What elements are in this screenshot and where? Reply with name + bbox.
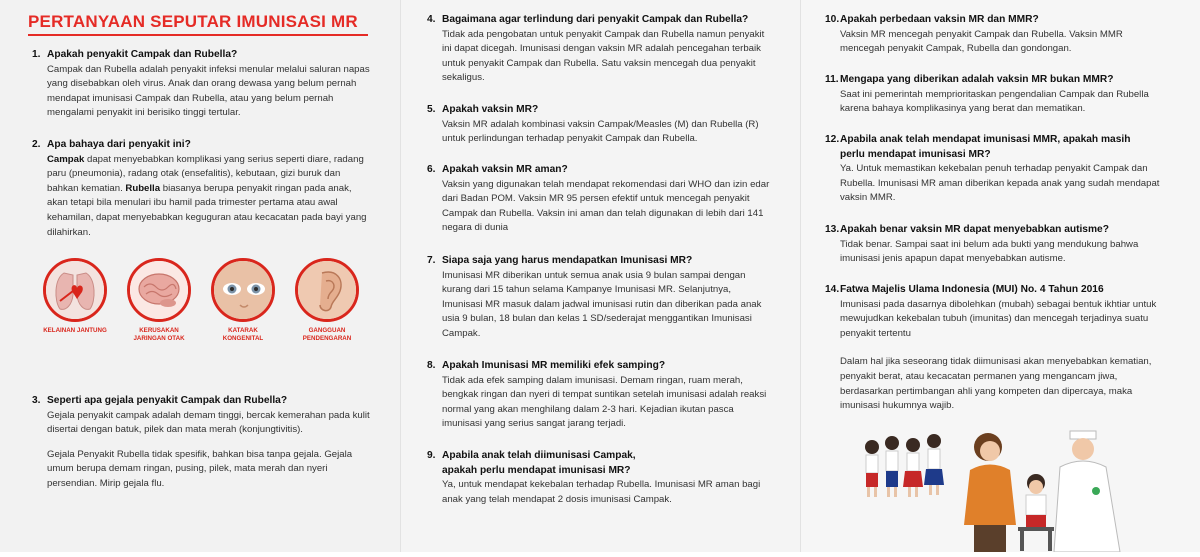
- question-6: [427, 163, 772, 236]
- complication-label: [124, 327, 194, 343]
- question-text: Siapa saja yang harus mendapatkan Imunisasi MR?: [442, 255, 693, 266]
- question-text: Seperti apa gejala penyakit Campak dan Rubella?: [47, 395, 288, 406]
- answer-text: Tidak ada pengobatan untuk penyakit Campak dan Rubella namun penyakit ini dapat dicegah. Imunisasi dengan vaksin MR adalah pencegahan terbaik untuk penyakit Campak dan Rubella. Satu vaksin mencegah dua penyakit sekaligus.: [442, 28, 765, 84]
- question-12: [825, 133, 1170, 206]
- question-text: Apakah perbedaan vaksin MR dan MMR?: [840, 14, 1039, 25]
- page-title: PERTANYAAN SEPUTAR IMUNISASI MR: [28, 12, 358, 31]
- question-text: Fatwa Majelis Ulama Indonesia (MUI) No. 4 Tahun 2016: [840, 284, 1104, 295]
- question-14: [825, 283, 1170, 414]
- question-text: Apakah penyakit Campak dan Rubella?: [47, 49, 238, 60]
- nurse-icon: [964, 433, 1016, 552]
- question-1: [32, 48, 372, 121]
- label-line-1: KERUSAKAN: [139, 327, 179, 334]
- answer-text-2: Gejala Penyakit Rubella tidak spesifik, bahkan bisa tanpa gejala. Gejala umum berupa demam ringan, pusing, pilek, mata merah dan nyeri persendian. Mirip gejala flu.: [47, 448, 353, 489]
- label-line-2: KONGENITAL: [222, 335, 264, 342]
- question-10: [825, 13, 1170, 57]
- label-line-1: GANGGUAN: [308, 327, 346, 334]
- question-text: Apa bahaya dari penyakit ini?: [47, 139, 191, 150]
- doctor-icon: [1054, 431, 1120, 552]
- label-line-2: PENDENGARAN: [302, 335, 352, 342]
- answer-text: Imunisasi pada dasarnya dibolehkan (mubah) sebagai bentuk ikhtiar untuk mewujudkan kekebalan tubuh (imunitas) dan mencegah terjadinya suatu penyakit tertentu: [840, 298, 1157, 339]
- answer-text-2: Dalam hal jika seseorang tidak diimunisasi akan menyebabkan kematian, penyakit berat, atau kecacatan permanen yang mengancam jiwa, berdasarkan pertimbangan ahli yang kompeten dan dipercaya, maka imunisasi hukumnya wajib.: [840, 356, 1152, 412]
- complication-icons: [40, 258, 370, 358]
- question-3: [32, 394, 372, 492]
- column-2: [400, 0, 801, 552]
- child-patient-icon: [1018, 474, 1054, 551]
- brain-icon: [127, 258, 191, 322]
- question-number: 3.: [32, 395, 41, 406]
- ear-icon: [295, 258, 359, 322]
- lungs-heart-icon: [43, 258, 107, 322]
- question-5: [427, 103, 772, 147]
- question-2: [32, 138, 372, 240]
- rubella-text: biasanya berupa penyakit ringan pada anak, akan tetapi bila menulari ibu hamil pada trimester pertama atau awal kehamilan, dapat menyebabkan keguguran atau kecacatan pada bayi yang dilahirkan.: [47, 182, 367, 238]
- question-number: 2.: [32, 139, 41, 150]
- question-4: [427, 13, 772, 86]
- question-text: Mengapa yang diberikan adalah vaksin MR bukan MMR?: [840, 74, 1114, 85]
- question-13: [825, 223, 1170, 267]
- answer-text: Campak dan Rubella adalah penyakit infeksi menular melalui saluran napas yang disebabkan oleh virus. Anak dan orang dewasa yang belum pernah mendapat imunisasi Campak dan Rubella, atau yang belum pernah mengalami penyakit ini berisiko tinggi tertular.: [47, 63, 370, 119]
- column-1: [0, 0, 400, 552]
- question-text: Apakah Imunisasi MR memiliki efek samping?: [442, 360, 666, 371]
- complication-ear: [292, 258, 362, 343]
- answer-text: Vaksin MR adalah kombinasi vaksin Campak/Measles (M) dan Rubella (R) untuk perlindungan terhadap penyakit Campak dan Rubella.: [442, 118, 759, 145]
- complication-brain: [124, 258, 194, 343]
- question-text: Apabila anak telah diimunisasi Campak, apakah perlu mendapat imunisasi MR?: [442, 450, 636, 476]
- question-number: 7.: [427, 255, 436, 266]
- question-text: Apakah vaksin MR?: [442, 104, 539, 115]
- rubella-label: Rubella: [125, 182, 161, 194]
- answer-text: Tidak benar. Sampai saat ini belum ada bukti yang mendukung bahwa imunisasi jenis apapun dapat menyebabkan autisme.: [840, 238, 1139, 265]
- answer-text: Gejala penyakit campak adalah demam tinggi, bercak kemerahan pada kulit disertai dengan batuk, pilek dan mata merah (konjungtivitis).: [47, 409, 370, 436]
- question-number: 9.: [427, 450, 436, 461]
- complication-label: [40, 327, 110, 335]
- children-icon: [865, 434, 944, 497]
- question-number: 12.: [825, 134, 840, 145]
- label-line-1: KELAINAN JANTUNG: [43, 327, 107, 334]
- complication-label: [208, 327, 278, 343]
- label-line-1: KATARAK: [228, 327, 258, 334]
- complication-eye: [208, 258, 278, 343]
- question-text: Apakah vaksin MR aman?: [442, 164, 568, 175]
- answer-text: [47, 153, 372, 241]
- question-number: 11.: [825, 74, 839, 85]
- question-number: 10.: [825, 14, 840, 25]
- question-text: Apabila anak telah mendapat imunisasi MMR, apakah masih perlu mendapat imunisasi MR?: [840, 134, 1131, 160]
- answer-text: Ya. Untuk memastikan kekebalan penuh terhadap penyakit Campak dan Rubella. Imunisasi MR aman diberikan kepada anak yang sudah mendapat vaksin MMR.: [840, 163, 1160, 204]
- campak-label: Campak: [47, 153, 85, 165]
- question-number: 13.: [825, 224, 840, 235]
- question-text: Apakah benar vaksin MR dapat menyebabkan autisme?: [840, 224, 1109, 235]
- question-7: [427, 254, 772, 342]
- eye-icon: [211, 258, 275, 322]
- label-line-2: JARINGAN OTAK: [133, 335, 185, 342]
- title-underline: [28, 34, 368, 36]
- question-number: 8.: [427, 360, 436, 371]
- complication-label: [292, 327, 362, 343]
- answer-text: Ya, untuk mendapat kekebalan terhadap Rubella. Imunisasi MR aman bagi anak yang telah mendapat 2 dosis imunisasi Campak.: [442, 479, 761, 505]
- vaccination-illustration: [858, 425, 1158, 552]
- question-text: Bagaimana agar terlindung dari penyakit Campak dan Rubella?: [442, 14, 749, 25]
- answer-text: Tidak ada efek samping dalam imunisasi. Demam ringan, ruam merah, bengkak ringan dan nyeri di tempat suntikan setelah imunisasi adalah reaksi normal yang akan menghilang dalam 2-3 hari. Kejadian ikutan pasca imunisasi yang serius sangat jarang terjadi.: [442, 374, 767, 430]
- question-9: [427, 449, 772, 507]
- answer-text: Saat ini pemerintah memprioritaskan pengendalian Campak dan Rubella karena bahaya komplikasinya yang berat dan mematikan.: [840, 88, 1149, 115]
- question-11: [825, 73, 1170, 117]
- question-number: 6.: [427, 164, 436, 175]
- question-number: 14.: [825, 284, 840, 295]
- question-number: 4.: [427, 14, 436, 25]
- question-number: 1.: [32, 49, 41, 60]
- question-8: [427, 359, 772, 432]
- campak-text: dapat menyebabkan komplikasi yang serius seperti diare, radang paru (pneumonia), radang otak (ensefalitis), kebutaan, gizi buruk dan bahkan kematian.: [47, 153, 364, 194]
- answer-text: Imunisasi MR diberikan untuk semua anak usia 9 bulan sampai dengan kurang dari 15 tahun selama Kampanye Imunisasi MR. Selanjutnya, Imunisasi MR masuk dalam jadwal imunisasi rutin dan diberikan pada anak usia 9 bulan, 18 bulan dan kelas 1 SD/sederajat menggantikan Imunisasi Campak.: [442, 269, 762, 339]
- question-number: 5.: [427, 104, 436, 115]
- answer-text: Vaksin yang digunakan telah mendapat rekomendasi dari WHO dan izin edar dari Badan POM. Vaksin MR 95 persen efektif untuk mencegah penyakit Campak dan Rubella. Vaksin ini aman dan telah digunakan di lebih dari 141 negara di dunia: [442, 178, 770, 234]
- complication-heart: [40, 258, 110, 335]
- answer-text: Vaksin MR mencegah penyakit Campak dan Rubella. Vaksin MMR mencegah penyakit Campak, Rubella dan gondongan.: [840, 28, 1123, 55]
